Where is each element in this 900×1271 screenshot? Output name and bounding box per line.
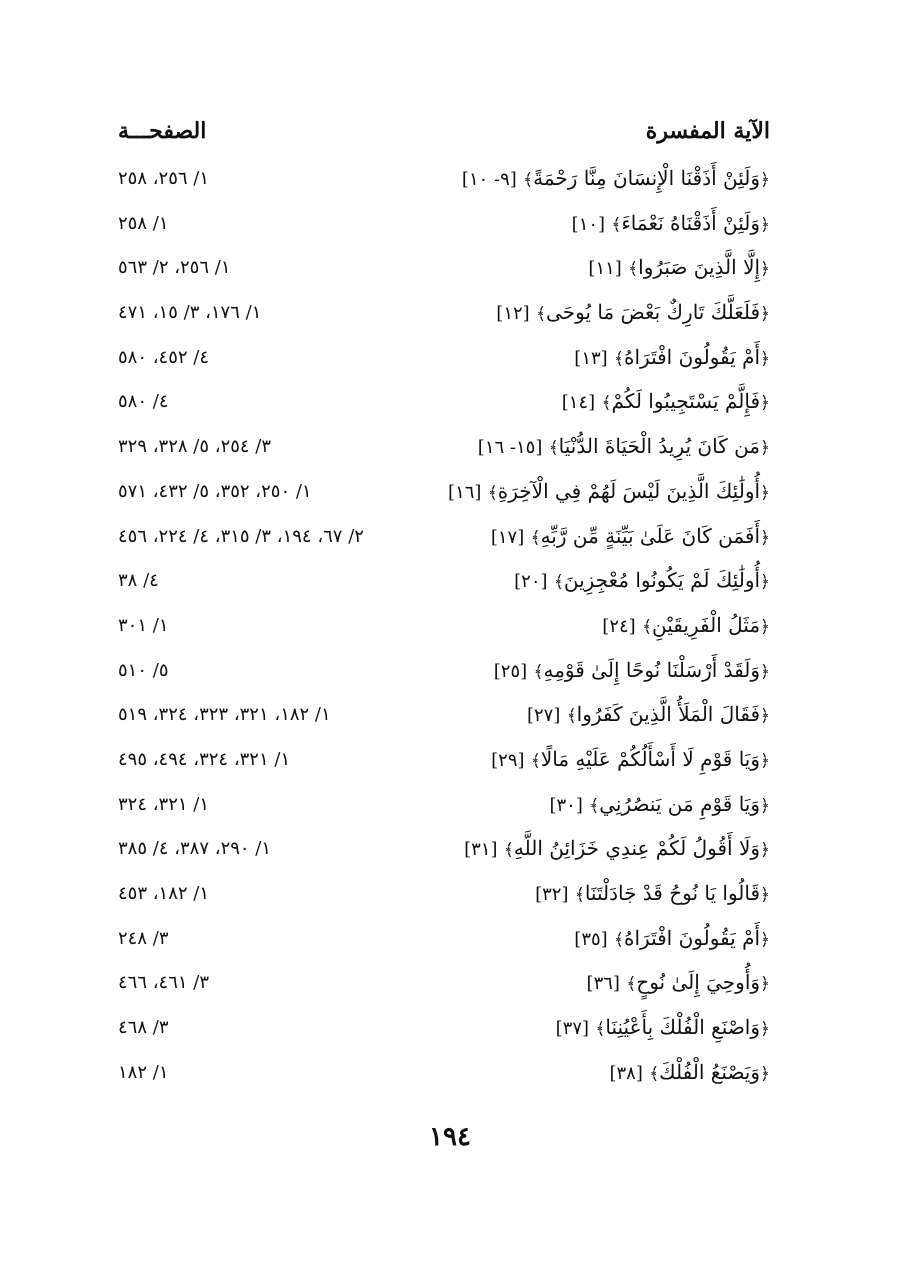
- page-references: ٤/ ٤٥٢، ٥٨٠: [118, 346, 210, 368]
- verse-entry: [549, 792, 770, 816]
- verse-index-list: [118, 160, 770, 1098]
- page-references: ١/ ٢٩٠، ٣٨٧، ٤/ ٣٨٥: [118, 838, 272, 860]
- verse-entry: [491, 524, 770, 548]
- verse-entry: [464, 836, 770, 860]
- verse-column-heading: الآية المفسرة: [645, 118, 770, 144]
- ornate-bracket-close: ﴾: [530, 750, 541, 771]
- ornate-bracket-open: ﴿: [760, 438, 770, 459]
- index-row: [118, 786, 770, 831]
- page-references: ٣/ ٢٤٨: [118, 927, 169, 949]
- ornate-bracket-open: ﴿: [760, 348, 770, 369]
- verse-text: فَقَالَ الْمَلَأُ الَّذِينَ كَفَرُوا: [576, 702, 761, 727]
- ornate-bracket-close: ﴾: [574, 885, 585, 905]
- verse-text: فَإِلَّمْ يَسْتَجِيبُوا لَكُمْ: [611, 389, 761, 414]
- ornate-bracket-close: ﴾: [533, 661, 544, 682]
- verse-number: [٣٦]: [586, 973, 620, 995]
- index-row: [118, 339, 770, 384]
- verse-entry: [572, 211, 770, 235]
- verse-text: وَيَا قَوْمِ لَا أَسْأَلُكُمْ عَلَيْهِ مَالًا: [540, 746, 761, 771]
- verse-text: مَن كَانَ يُرِيدُ الْحَيَاةَ الدُّنْيَا: [558, 434, 761, 459]
- index-row: [118, 652, 770, 697]
- page-references: ١/ ٢٥٦، ٢/ ٥٦٣: [118, 257, 231, 279]
- verse-number: [١٢]: [496, 303, 530, 325]
- verse-text: وَلَئِنْ أَذَقْنَا الْإِنسَانَ مِنَّا رَحْمَةً: [533, 166, 761, 190]
- ornate-bracket-open: ﴿: [760, 572, 770, 593]
- ornate-bracket-close: ﴾: [614, 348, 625, 369]
- index-row: [118, 562, 770, 607]
- verse-text: أُولَٰئِكَ الَّذِينَ لَيْسَ لَهُمْ فِي الْآخِرَةِ: [497, 478, 761, 503]
- index-row: [118, 696, 770, 741]
- verse-text: وَلَئِنْ أَذَقْنَاهُ نَعْمَاءَ: [621, 210, 761, 235]
- verse-entry: [494, 658, 770, 682]
- ornate-bracket-close: ﴾: [553, 572, 564, 593]
- index-row: [118, 875, 770, 920]
- index-row: [118, 741, 770, 786]
- ornate-bracket-open: ﴿: [760, 840, 770, 861]
- page-references: ١/ ٢٥٠، ٣٥٢، ٥/ ٤٣٢، ٥٧١: [118, 480, 312, 502]
- ornate-bracket-open: ﴿: [760, 1019, 770, 1040]
- ornate-bracket-close: ﴾: [503, 840, 514, 861]
- page-references: ٣/ ٤٦١، ٤٦٦: [118, 972, 210, 994]
- ornate-bracket-open: ﴿: [760, 929, 770, 950]
- page-references: ١/ ١٨٢، ٣٢١، ٣٢٣، ٣٢٤، ٥١٩: [118, 704, 331, 726]
- ornate-bracket-open: ﴿: [760, 616, 770, 637]
- ornate-bracket-close: ﴾: [601, 393, 612, 414]
- verse-entry: [574, 345, 770, 369]
- index-row: [118, 920, 770, 965]
- verse-entry: [514, 568, 770, 592]
- ornate-bracket-open: ﴿: [760, 795, 770, 816]
- verse-entry: [587, 970, 770, 994]
- index-row: [118, 160, 770, 205]
- page-references: ٣/ ٤٦٨: [118, 1017, 169, 1039]
- verse-text: قَالُوا يَا نُوحُ قَدْ جَادَلْتَنَا: [584, 881, 761, 905]
- verse-number: [٣١]: [464, 839, 498, 861]
- index-row: [118, 607, 770, 652]
- ornate-bracket-open: ﴿: [760, 974, 770, 995]
- verse-entry: [588, 255, 770, 279]
- ornate-bracket-open: ﴿: [760, 393, 770, 414]
- ornate-bracket-close: ﴾: [649, 1063, 660, 1084]
- verse-number: [٢٥]: [493, 660, 528, 682]
- ornate-bracket-open: ﴿: [760, 750, 770, 771]
- verse-text: وَاصْنَعِ الْفُلْكَ بِأَعْيُنِنَا: [605, 1015, 761, 1040]
- index-row: [118, 830, 770, 875]
- index-row: [118, 205, 770, 250]
- verse-number: [٢٧]: [526, 705, 561, 727]
- ornate-bracket-close: ﴾: [595, 1019, 606, 1040]
- verse-entry: [478, 434, 770, 458]
- page-references: ١/ ٢٥٦، ٢٥٨: [118, 168, 210, 189]
- ornate-bracket-close: ﴾: [487, 482, 498, 503]
- ornate-bracket-close: ﴾: [628, 259, 639, 280]
- verse-text: وَيَصْنَعُ الْفُلْكَ: [659, 1059, 761, 1084]
- ornate-bracket-close: ﴾: [536, 304, 547, 325]
- verse-entry: [496, 300, 770, 324]
- page-column-heading: الصفحـــة: [118, 118, 207, 144]
- ornate-bracket-open: ﴿: [760, 527, 770, 548]
- ornate-bracket-close: ﴾: [626, 974, 637, 995]
- verse-number: [١٧]: [490, 526, 525, 548]
- page-references: ١/ ١٨٢: [118, 1061, 169, 1083]
- ornate-bracket-open: ﴿: [760, 304, 770, 325]
- verse-number: [١٠]: [571, 213, 606, 235]
- page-references: ١/ ٢٥٨: [118, 212, 169, 234]
- page-references: ١/ ١٨٢، ٤٥٣: [118, 883, 210, 904]
- ornate-bracket-open: ﴿: [760, 482, 770, 503]
- verse-number: [٣٥]: [574, 928, 608, 950]
- index-row: [118, 249, 770, 294]
- verse-entry: [602, 613, 770, 637]
- index-row: [118, 1054, 770, 1099]
- verse-text: وَيَا قَوْمِ مَن يَنصُرُنِي: [599, 791, 761, 816]
- page-references: ٤/ ٥٨٠: [118, 391, 169, 413]
- ornate-bracket-close: ﴾: [523, 170, 534, 190]
- verse-number: [١٦]: [448, 481, 482, 503]
- page-references: ٣/ ٢٥٤، ٥/ ٣٢٨، ٣٢٩: [118, 436, 272, 458]
- ornate-bracket-close: ﴾: [566, 706, 577, 727]
- ornate-bracket-open: ﴿: [760, 661, 770, 682]
- page-references: ١/ ٣٠١: [118, 614, 169, 636]
- verse-entry: [448, 479, 770, 503]
- verse-text: أَفَمَن كَانَ عَلَىٰ بَيِّنَةٍ مِّن رَّبِّهِ: [540, 523, 761, 548]
- index-row: [118, 518, 770, 563]
- verse-number: [٢٠]: [514, 571, 548, 593]
- verse-number: [٣٨]: [609, 1062, 643, 1084]
- page-references: ٥/ ٥١٠: [118, 659, 169, 681]
- ornate-bracket-close: ﴾: [614, 929, 625, 950]
- ornate-bracket-open: ﴿: [760, 170, 770, 190]
- verse-text: أَمْ يَقُولُونَ افْتَرَاهُ: [624, 925, 761, 950]
- verse-entry: [535, 881, 770, 905]
- verse-text: إِلَّا الَّذِينَ صَبَرُوا: [638, 255, 761, 280]
- verse-number: [١١]: [588, 258, 622, 280]
- verse-text: وَلَا أَقُولُ لَكُمْ عِندِي خَزَائِنُ اللَّهِ: [513, 836, 761, 861]
- page-references: ١/ ٣٢١، ٣٢٤: [118, 793, 210, 815]
- verse-text: وَلَقَدْ أَرْسَلْنَا نُوحًا إِلَىٰ قَوْمِهِ: [543, 657, 761, 682]
- page-references: ٢/ ٦٧، ١٩٤، ٣/ ٣١٥، ٤/ ٢٢٤، ٤٥٦: [118, 525, 364, 547]
- page-references: ٤/ ٣٨: [118, 570, 159, 592]
- verse-text: أَمْ يَقُولُونَ افْتَرَاهُ: [624, 344, 761, 369]
- index-row: [118, 1009, 770, 1054]
- verse-entry: [574, 926, 770, 950]
- ornate-bracket-close: ﴾: [589, 795, 600, 816]
- ornate-bracket-close: ﴾: [642, 616, 653, 637]
- verse-entry: [556, 1015, 770, 1039]
- page-number: ١٩٤: [429, 1122, 471, 1152]
- verse-number: [٣٧]: [555, 1018, 590, 1040]
- verse-entry: [527, 702, 770, 726]
- index-row: [118, 383, 770, 428]
- table-header: [118, 118, 770, 154]
- verse-number: [٩- ١٠]: [461, 169, 517, 190]
- verse-number: [٣٢]: [535, 884, 569, 905]
- verse-entry: [562, 389, 770, 413]
- verse-entry: [491, 747, 770, 771]
- ornate-bracket-open: ﴿: [760, 885, 770, 905]
- verse-number: [١٥- ١٦]: [477, 437, 543, 459]
- index-row: [118, 964, 770, 1009]
- ornate-bracket-close: ﴾: [530, 527, 541, 548]
- page-references: ١/ ٣٢١، ٣٢٤، ٤٩٤، ٤٩٥: [118, 748, 291, 770]
- verse-text: وَأُوحِيَ إِلَىٰ نُوحٍ: [636, 970, 761, 995]
- verse-entry: [462, 166, 770, 190]
- index-row: [118, 428, 770, 473]
- ornate-bracket-open: ﴿: [760, 706, 770, 727]
- verse-number: [٢٩]: [491, 749, 525, 771]
- ornate-bracket-open: ﴿: [760, 259, 770, 280]
- verse-entry: [609, 1060, 770, 1084]
- verse-text: فَلَعَلَّكَ تَارِكٌ بَعْضَ مَا يُوحَى: [546, 300, 761, 325]
- verse-number: [١٤]: [561, 392, 596, 414]
- verse-text: أُولَٰئِكَ لَمْ يَكُونُوا مُعْجِزِينَ: [563, 568, 761, 593]
- verse-number: [٢٤]: [602, 615, 636, 637]
- verse-number: [٣٠]: [549, 794, 583, 816]
- ornate-bracket-open: ﴿: [760, 214, 770, 235]
- ornate-bracket-open: ﴿: [760, 1063, 770, 1084]
- verse-number: [١٣]: [574, 347, 608, 369]
- verse-text: مَثَلُ الْفَرِيقَيْنِ: [652, 612, 761, 637]
- ornate-bracket-close: ﴾: [611, 214, 622, 235]
- index-row: [118, 473, 770, 518]
- page-references: ١/ ١٧٦، ٣/ ١٥، ٤٧١: [118, 302, 262, 324]
- index-row: [118, 294, 770, 339]
- ornate-bracket-close: ﴾: [548, 438, 559, 459]
